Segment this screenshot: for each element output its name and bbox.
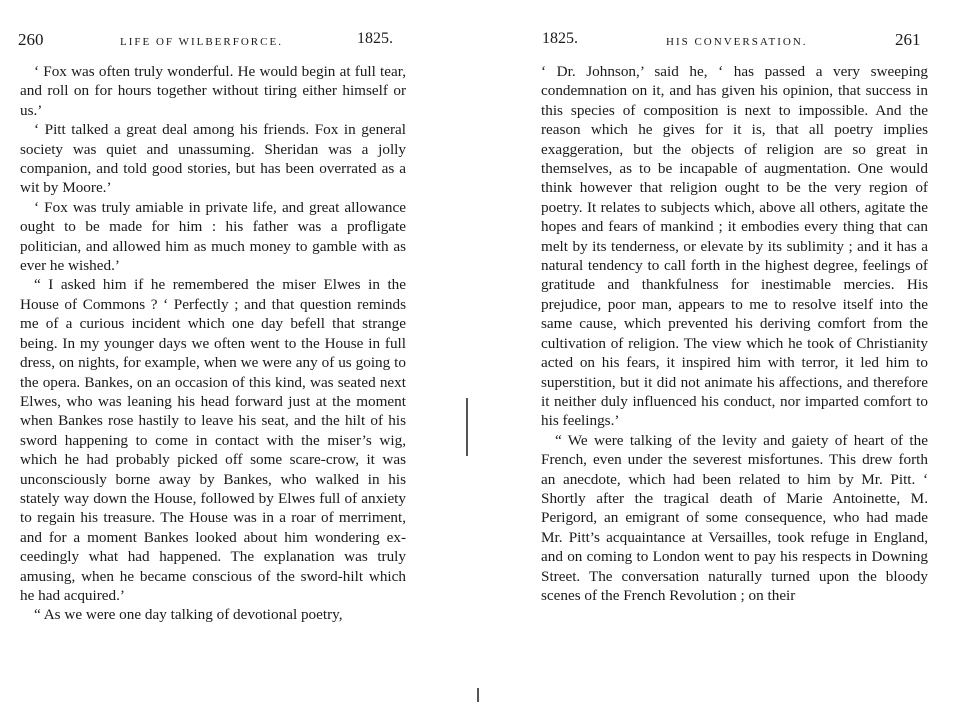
- paragraph: “ We were talking of the levity and gaiety of heart of the French, even under the severest misfortunes. This drew forth an anecdote, which had been related to him by Mr. Pitt. ‘ Shortly after the tragical death of Marie Antoinette, M. Perigord, an emigrant of some consequence, who had made Mr. Pitt’s acquaintance at Versailles, took refuge in England, and on coming to London went to pay his respects in Downing Street. The conversation naturally turned upon the bloody scenes of the French Revolution ; on their: [541, 431, 928, 604]
- paragraph: “ I asked him if he remembered the miser Elwes in the House of Commons ? ‘ Perfectly ; and that question reminds me of a curious incident which one day befell that strange being. In my younger days we often went to the House in full dress, on nights, for example, when we were any of us going to the opera. Bankes, on an occasion of this kind, was seated next Elwes, who was leaning his head forward just at the moment when Bankes rose hastily to leave his seat, and the hilt of his sword happening to come in contact with the miser’s wig, which he had probably picked off some scare-crow, it was unconsciously borne away by Bankes, who walked in his stately way down the House, followed by Elwes full of anxiety to regain his treasure. The House was in a roar of merriment, and for a moment Bankes looked about him wondering exceedingly what had happened. The explanation was truly amusing, when he became conscious of the sword-hilt which he had acquired.’: [20, 276, 406, 604]
- right-page-body: [541, 62, 928, 605]
- paragraph: ‘ Pitt talked a great deal among his friends. Fox in general society was quiet and unassuming. Sheridan was a jolly companion, and told good stories, but has been overrated as a wit by Moore.’: [20, 121, 406, 197]
- gutter-mark: [477, 688, 479, 702]
- left-page-number: 260: [18, 30, 44, 49]
- gutter-mark: [466, 398, 468, 456]
- paragraph: ‘ Dr. Johnson,’ said he, ‘ has passed a very sweeping condemnation on it, and has given his opinion, that success in this species of composition is next to impossible. And the reason which he gives for it is, that all poetry implies exaggeration, but the objects of religion are so great in themselves, as to be incapable of augmentation. One would think however that religion ought to be the very region of poetry. It relates to subjects which, above all others, agitate the hopes and fears of mankind ; it embodies every thing that can melt by its tenderness, or elevate by its sublimity ; and it has a natural tendency to call forth in the highest degree, feelings of gratitude and thankfulness for inestimable mercies. His prejudice, poor man, appears to me to resolve itself into the same cause, which prevented his deriving comfort from the cultivation of religion. The view which he took of Christianity acted on his fears, it inspired him with terror, it led him to superstition, but it did not animate his affections, and therefore it neither duly influenced his conduct, nor imparted comfort to his feelings.’: [541, 63, 928, 430]
- paragraph: ‘ Fox was often truly wonderful. He would begin at full tear, and roll on for hours together without tiring either himself or us.’: [20, 63, 406, 119]
- right-page: [520, 0, 980, 705]
- right-page-year: 1825.: [542, 30, 578, 47]
- paragraph: ‘ Fox was truly amiable in private life, and great allowance ought to be made for him : his father was a profligate politician, and allowed him as much money to gamble with as ever he wished.’: [20, 198, 406, 275]
- paragraph: “ As we were one day talking of devotional poetry,: [34, 606, 343, 624]
- right-page-number: 261: [895, 30, 921, 49]
- left-running-title: LIFE OF WILBERFORCE.: [120, 36, 283, 48]
- left-page-year: 1825.: [357, 30, 393, 47]
- left-page-header: [18, 30, 398, 52]
- left-page: [0, 0, 470, 705]
- right-running-title: HIS CONVERSATION.: [666, 36, 808, 48]
- left-page-body: [20, 62, 406, 625]
- right-page-header: [542, 30, 926, 52]
